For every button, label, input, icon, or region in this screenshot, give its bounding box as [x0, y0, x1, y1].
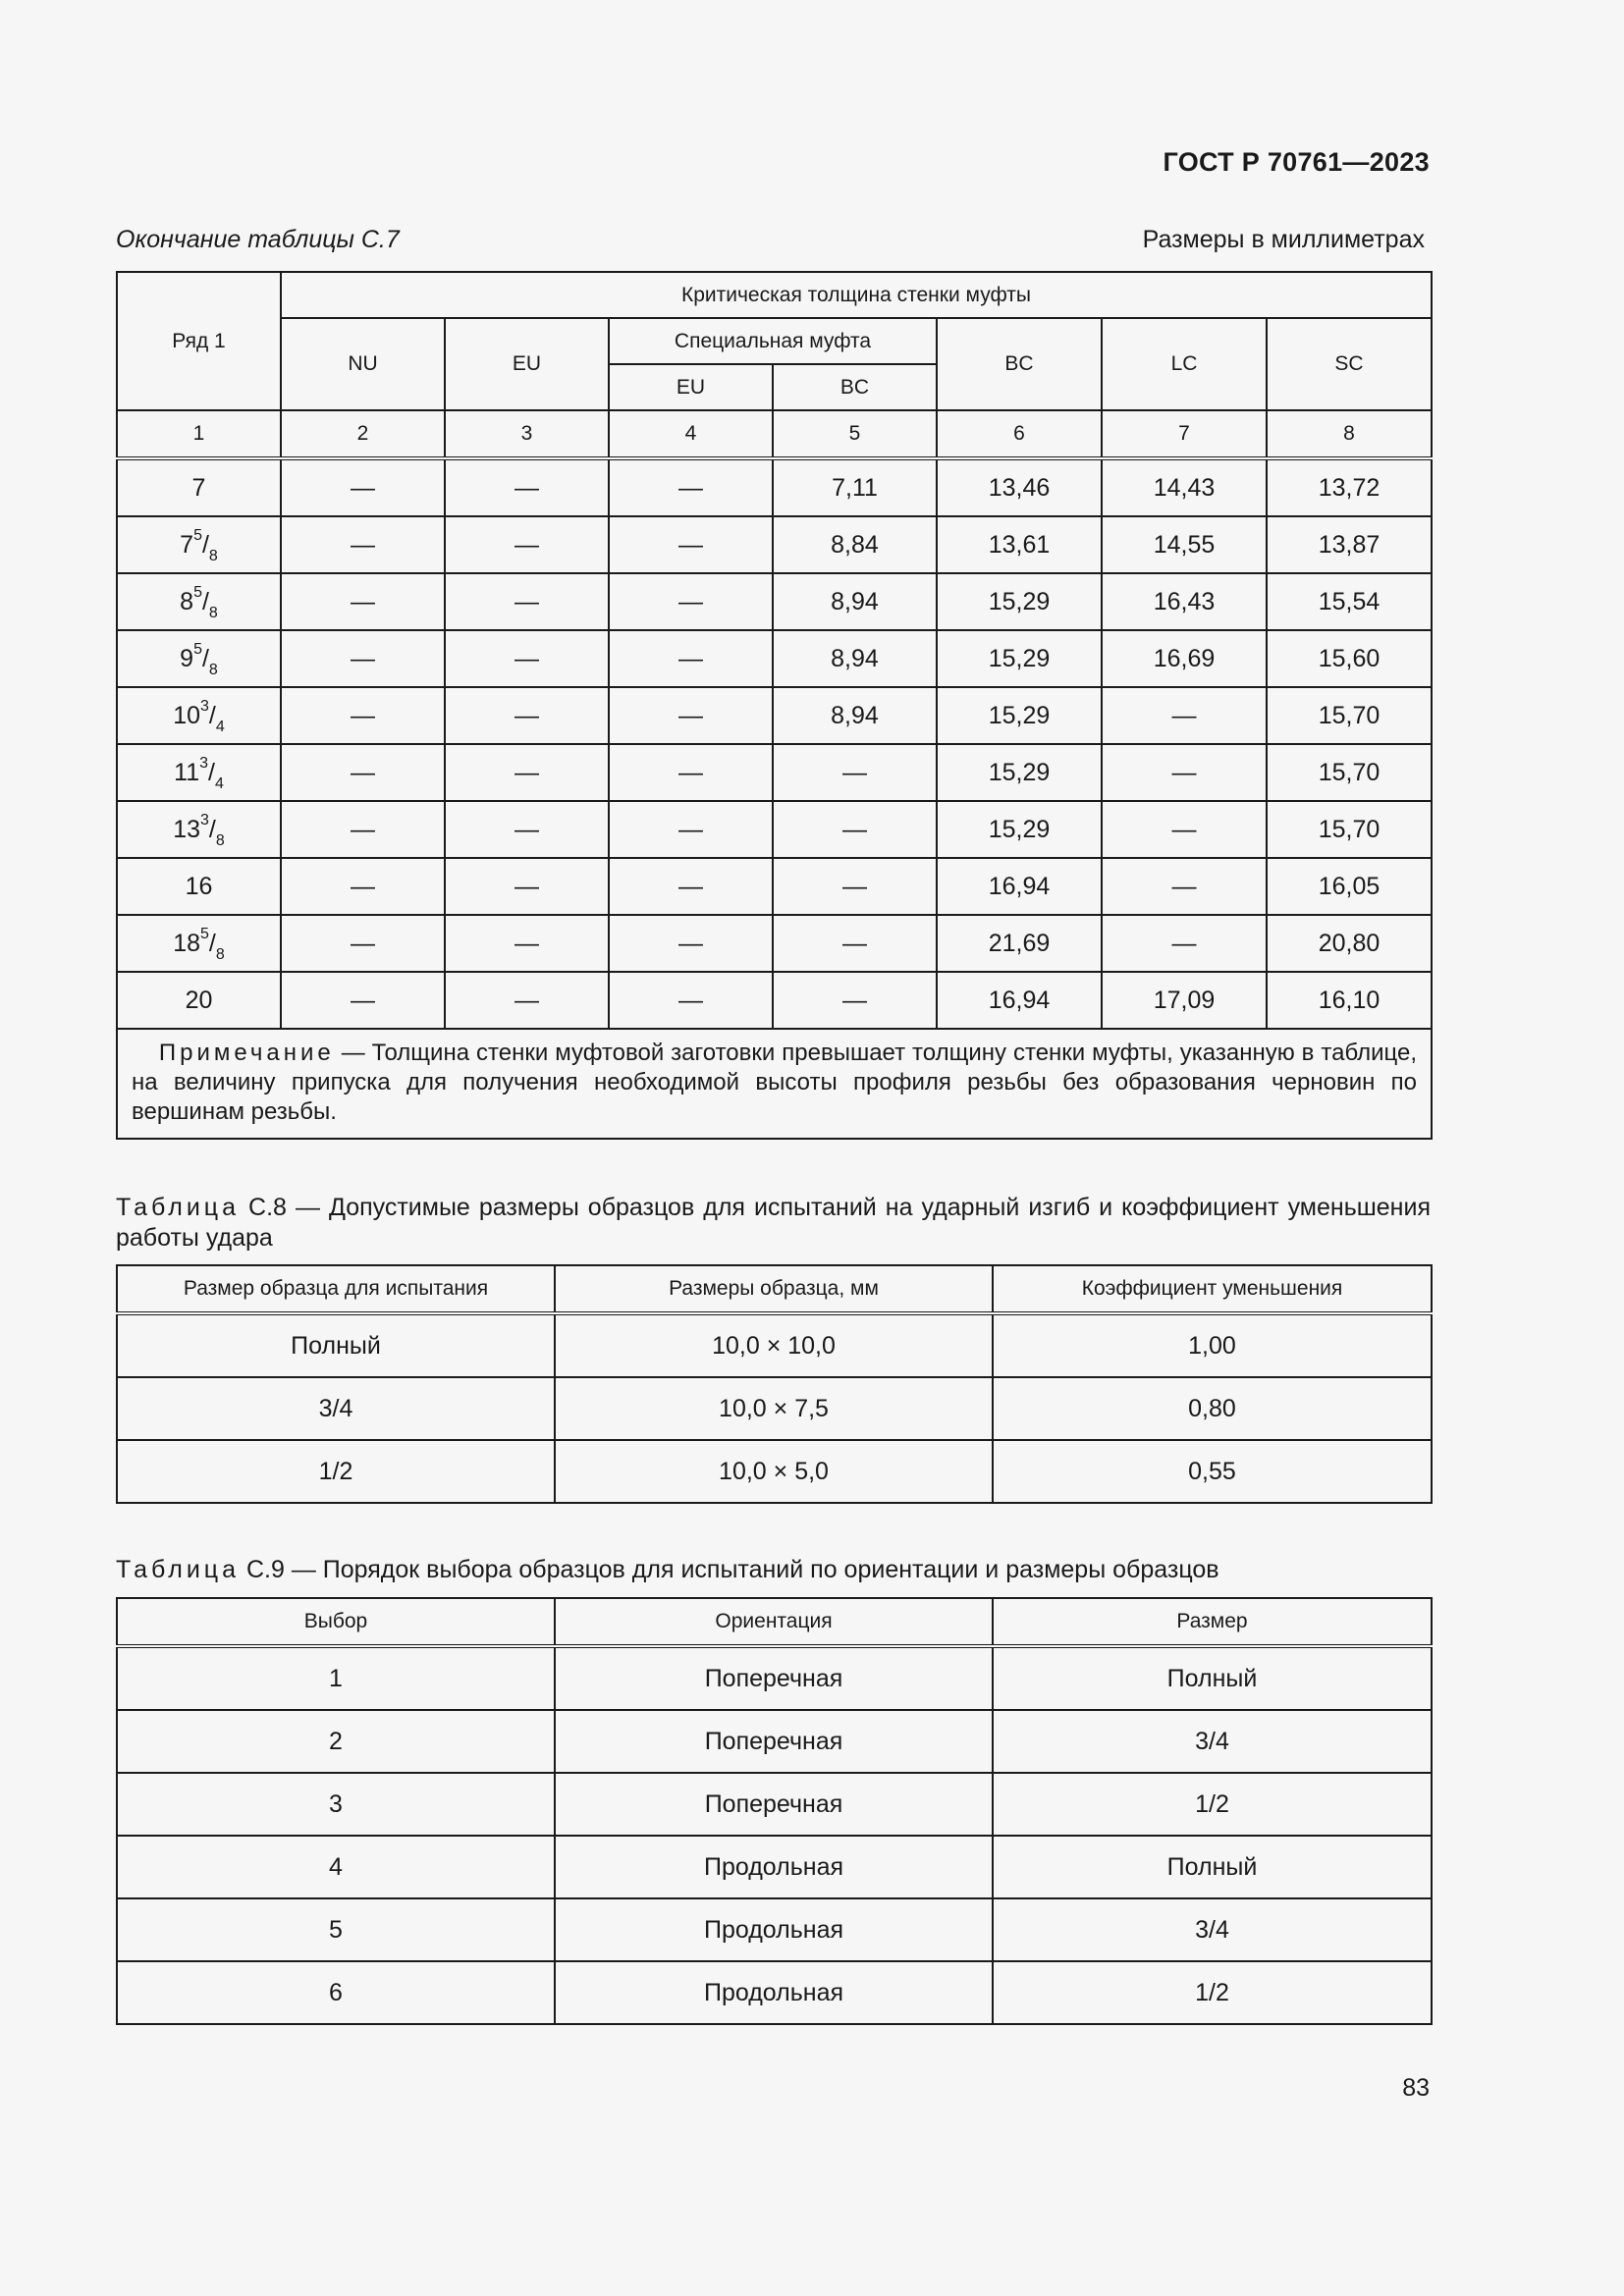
table-row: [117, 1773, 1432, 1836]
table-cell: 10,0 × 5,0: [555, 1440, 993, 1503]
table-cell: Продольная: [555, 1836, 993, 1898]
row-size-cell: $8^5/_8$: [117, 573, 281, 630]
table-cell: 7,11: [773, 458, 937, 516]
size-denominator: 4: [214, 774, 224, 792]
size-numerator: 5: [193, 526, 202, 544]
table-cell: 21,69: [937, 915, 1102, 972]
column-number: 6: [937, 410, 1102, 458]
size-denominator: 8: [215, 831, 225, 849]
table-c8-title: С.8 — Допустимые размеры образцов для испытаний на ударный изгиб и коэффициент уменьшения работы удара: [116, 1194, 1431, 1252]
table-c8-caption: [116, 1193, 1431, 1254]
table-cell: —: [281, 687, 445, 744]
header-bc: BC: [937, 318, 1102, 410]
table-row: [117, 1710, 1432, 1773]
table-cell: —: [281, 915, 445, 972]
size-numerator: 3: [200, 811, 209, 828]
table-cell: 15,29: [937, 630, 1102, 687]
row-size-cell: [117, 858, 281, 915]
header-critical-thickness: Критическая толщина стенки муфты: [281, 272, 1432, 318]
table-cell: —: [1102, 687, 1267, 744]
size-numerator: 5: [193, 583, 202, 601]
table-c8: [116, 1264, 1433, 1504]
table-cell: 8,94: [773, 687, 937, 744]
table-cell: 17,09: [1102, 972, 1267, 1029]
size-denominator: 4: [215, 718, 225, 735]
column-number: 5: [773, 410, 937, 458]
table-cell: —: [609, 573, 773, 630]
table-cell: —: [281, 458, 445, 516]
row-size-cell: [117, 458, 281, 516]
note-label: Примечание: [158, 1040, 335, 1066]
table-c9-header: Размер: [993, 1598, 1432, 1646]
table-cell: —: [609, 458, 773, 516]
size-whole: 9: [180, 644, 194, 672]
table-c9: [116, 1597, 1433, 2025]
table-cell: —: [445, 972, 609, 1029]
size-numerator: 5: [200, 925, 209, 942]
table-cell: 15,29: [937, 744, 1102, 801]
table-c7-note: [117, 1029, 1432, 1139]
document-code: ГОСТ Р 70761—2023: [1163, 147, 1430, 177]
table-cell: 1/2: [993, 1961, 1432, 2024]
table-cell: 15,29: [937, 573, 1102, 630]
table-cell: —: [609, 630, 773, 687]
table-cell: —: [445, 573, 609, 630]
table-cell: —: [609, 516, 773, 573]
table-cell: 10,0 × 10,0: [555, 1313, 993, 1377]
table-cell: —: [445, 858, 609, 915]
table-cell: —: [609, 687, 773, 744]
column-number: 2: [281, 410, 445, 458]
table-row: [117, 1440, 1432, 1503]
row-size-cell: $11^3/_4$: [117, 744, 281, 801]
table-cell: 15,70: [1267, 801, 1432, 858]
table-cell: —: [1102, 915, 1267, 972]
table-cell: 8,94: [773, 573, 937, 630]
header-row-1: Ряд 1: [117, 272, 281, 410]
table-c9-title: С.9 — Порядок выбора образцов для испытаний по ориентации и размеры образцов: [240, 1556, 1219, 1583]
table-cell: 4: [117, 1836, 555, 1898]
row-size-cell: $13^3/_8$: [117, 801, 281, 858]
table-row: [117, 458, 1432, 516]
note-text: — Толщина стенки муфтовой заготовки превышает толщину стенки муфты, указанную в таблице, на величину припуска для получения необходимой высоты профиля резьбы без образования черновин по вершинам резьбы.: [132, 1040, 1418, 1125]
size-whole: 7: [191, 473, 206, 502]
table-cell: 3/4: [117, 1377, 555, 1440]
header-sc: SC: [1267, 318, 1432, 410]
table-cell: Поперечная: [555, 1646, 993, 1710]
table-cell: 15,29: [937, 687, 1102, 744]
table-cell: 5: [117, 1898, 555, 1961]
table-cell: 13,46: [937, 458, 1102, 516]
table-cell: —: [1102, 858, 1267, 915]
table-cell: 16,94: [937, 972, 1102, 1029]
size-denominator: 8: [215, 945, 225, 963]
table-cell: 15,60: [1267, 630, 1432, 687]
size-whole: 7: [180, 530, 194, 559]
table-row: [117, 516, 1432, 573]
table-cell: —: [773, 801, 937, 858]
table-cell: —: [445, 630, 609, 687]
table-row: [117, 972, 1432, 1029]
table-cell: 1: [117, 1646, 555, 1710]
table-cell: Полный: [117, 1313, 555, 1377]
size-whole: 16: [185, 872, 213, 900]
header-nu: NU: [281, 318, 445, 410]
table-cell: —: [281, 516, 445, 573]
column-number: 7: [1102, 410, 1267, 458]
table-c9-body: [117, 1646, 1432, 2024]
table-c7-body: [117, 458, 1432, 1029]
table-cell: —: [445, 687, 609, 744]
table-cell: 20,80: [1267, 915, 1432, 972]
table-cell: —: [281, 858, 445, 915]
table-cell: 6: [117, 1961, 555, 2024]
table-cell: Поперечная: [555, 1710, 993, 1773]
table-cell: Поперечная: [555, 1773, 993, 1836]
table-c8-header: Коэффициент уменьшения: [993, 1265, 1432, 1313]
table-c9-header: Выбор: [117, 1598, 555, 1646]
column-number: 3: [445, 410, 609, 458]
table-cell: 15,54: [1267, 573, 1432, 630]
size-whole: 11: [174, 758, 200, 786]
table-cell: 3/4: [993, 1898, 1432, 1961]
table-cell: 16,69: [1102, 630, 1267, 687]
table-cell: —: [1102, 744, 1267, 801]
table-cell: —: [1102, 801, 1267, 858]
table-cell: —: [609, 744, 773, 801]
table-cell: 15,70: [1267, 744, 1432, 801]
column-number-row: [117, 410, 1432, 458]
table-c7-units: Размеры в миллиметрах: [1142, 226, 1425, 253]
table-cell: —: [445, 458, 609, 516]
table-cell: 0,55: [993, 1440, 1432, 1503]
header-eu: EU: [445, 318, 609, 410]
table-cell: —: [281, 744, 445, 801]
table-row: [117, 858, 1432, 915]
table-c8-header: Размеры образца, мм: [555, 1265, 993, 1313]
table-row: [117, 630, 1432, 687]
table-c9-caption: [116, 1555, 1431, 1585]
header-special-bc: BC: [773, 364, 937, 410]
table-cell: —: [773, 972, 937, 1029]
table-row: [117, 1313, 1432, 1377]
header-lc: LC: [1102, 318, 1267, 410]
table-cell: 14,55: [1102, 516, 1267, 573]
table-cell: —: [609, 858, 773, 915]
table-c8-label: Таблица: [116, 1194, 241, 1221]
table-cell: 16,94: [937, 858, 1102, 915]
table-cell: —: [773, 858, 937, 915]
header-special-eu: EU: [609, 364, 773, 410]
table-cell: —: [773, 744, 937, 801]
table-cell: —: [773, 915, 937, 972]
header-special-coupling: Специальная муфта: [609, 318, 937, 364]
size-denominator: 8: [208, 547, 218, 564]
table-cell: 1/2: [993, 1773, 1432, 1836]
size-whole: 18: [173, 929, 201, 957]
size-numerator: 3: [200, 697, 209, 715]
table-cell: Полный: [993, 1836, 1432, 1898]
table-row: [117, 1961, 1432, 2024]
table-cell: 3/4: [993, 1710, 1432, 1773]
table-c8-header: Размер образца для испытания: [117, 1265, 555, 1313]
table-cell: Продольная: [555, 1961, 993, 2024]
table-cell: 16,10: [1267, 972, 1432, 1029]
size-whole: 20: [185, 986, 213, 1014]
table-row: [117, 1646, 1432, 1710]
table-cell: 13,61: [937, 516, 1102, 573]
row-size-cell: [117, 972, 281, 1029]
table-c7-caption: Окончание таблицы С.7: [116, 226, 400, 253]
size-denominator: 8: [208, 661, 218, 678]
row-size-cell: $10^3/_4$: [117, 687, 281, 744]
row-size-cell: $9^5/_8$: [117, 630, 281, 687]
table-c9-header: Ориентация: [555, 1598, 993, 1646]
table-cell: 0,80: [993, 1377, 1432, 1440]
table-cell: 1,00: [993, 1313, 1432, 1377]
table-cell: Полный: [993, 1646, 1432, 1710]
row-size-cell: $18^5/_8$: [117, 915, 281, 972]
table-cell: —: [281, 573, 445, 630]
table-c9-label: Таблица: [116, 1556, 241, 1583]
table-row: [117, 801, 1432, 858]
column-number: 4: [609, 410, 773, 458]
table-cell: Продольная: [555, 1898, 993, 1961]
table-cell: 2: [117, 1710, 555, 1773]
table-cell: 15,29: [937, 801, 1102, 858]
column-number: 8: [1267, 410, 1432, 458]
size-numerator: 3: [199, 754, 208, 772]
table-row: [117, 1836, 1432, 1898]
table-cell: —: [609, 915, 773, 972]
table-cell: 15,70: [1267, 687, 1432, 744]
table-cell: 16,43: [1102, 573, 1267, 630]
table-row: [117, 1377, 1432, 1440]
size-whole: 13: [173, 815, 201, 843]
table-cell: 13,72: [1267, 458, 1432, 516]
table-cell: —: [445, 801, 609, 858]
table-cell: 13,87: [1267, 516, 1432, 573]
table-cell: 14,43: [1102, 458, 1267, 516]
table-cell: —: [281, 630, 445, 687]
table-c7: [116, 271, 1433, 1140]
table-row: [117, 744, 1432, 801]
table-cell: 16,05: [1267, 858, 1432, 915]
table-cell: 8,94: [773, 630, 937, 687]
size-whole: 8: [180, 587, 194, 615]
column-number: 1: [117, 410, 281, 458]
table-cell: —: [609, 972, 773, 1029]
table-cell: 10,0 × 7,5: [555, 1377, 993, 1440]
table-row: [117, 1898, 1432, 1961]
table-c8-body: [117, 1313, 1432, 1503]
size-whole: 10: [173, 701, 201, 729]
row-size-cell: $7^5/_8$: [117, 516, 281, 573]
table-cell: —: [445, 744, 609, 801]
table-cell: 1/2: [117, 1440, 555, 1503]
table-cell: 8,84: [773, 516, 937, 573]
table-cell: —: [609, 801, 773, 858]
page-number: 83: [1402, 2074, 1430, 2102]
size-numerator: 5: [193, 640, 202, 658]
size-denominator: 8: [208, 604, 218, 621]
table-row: [117, 687, 1432, 744]
table-cell: —: [445, 516, 609, 573]
table-cell: —: [281, 972, 445, 1029]
table-cell: —: [445, 915, 609, 972]
table-cell: 3: [117, 1773, 555, 1836]
table-row: [117, 573, 1432, 630]
table-cell: —: [281, 801, 445, 858]
table-row: [117, 915, 1432, 972]
